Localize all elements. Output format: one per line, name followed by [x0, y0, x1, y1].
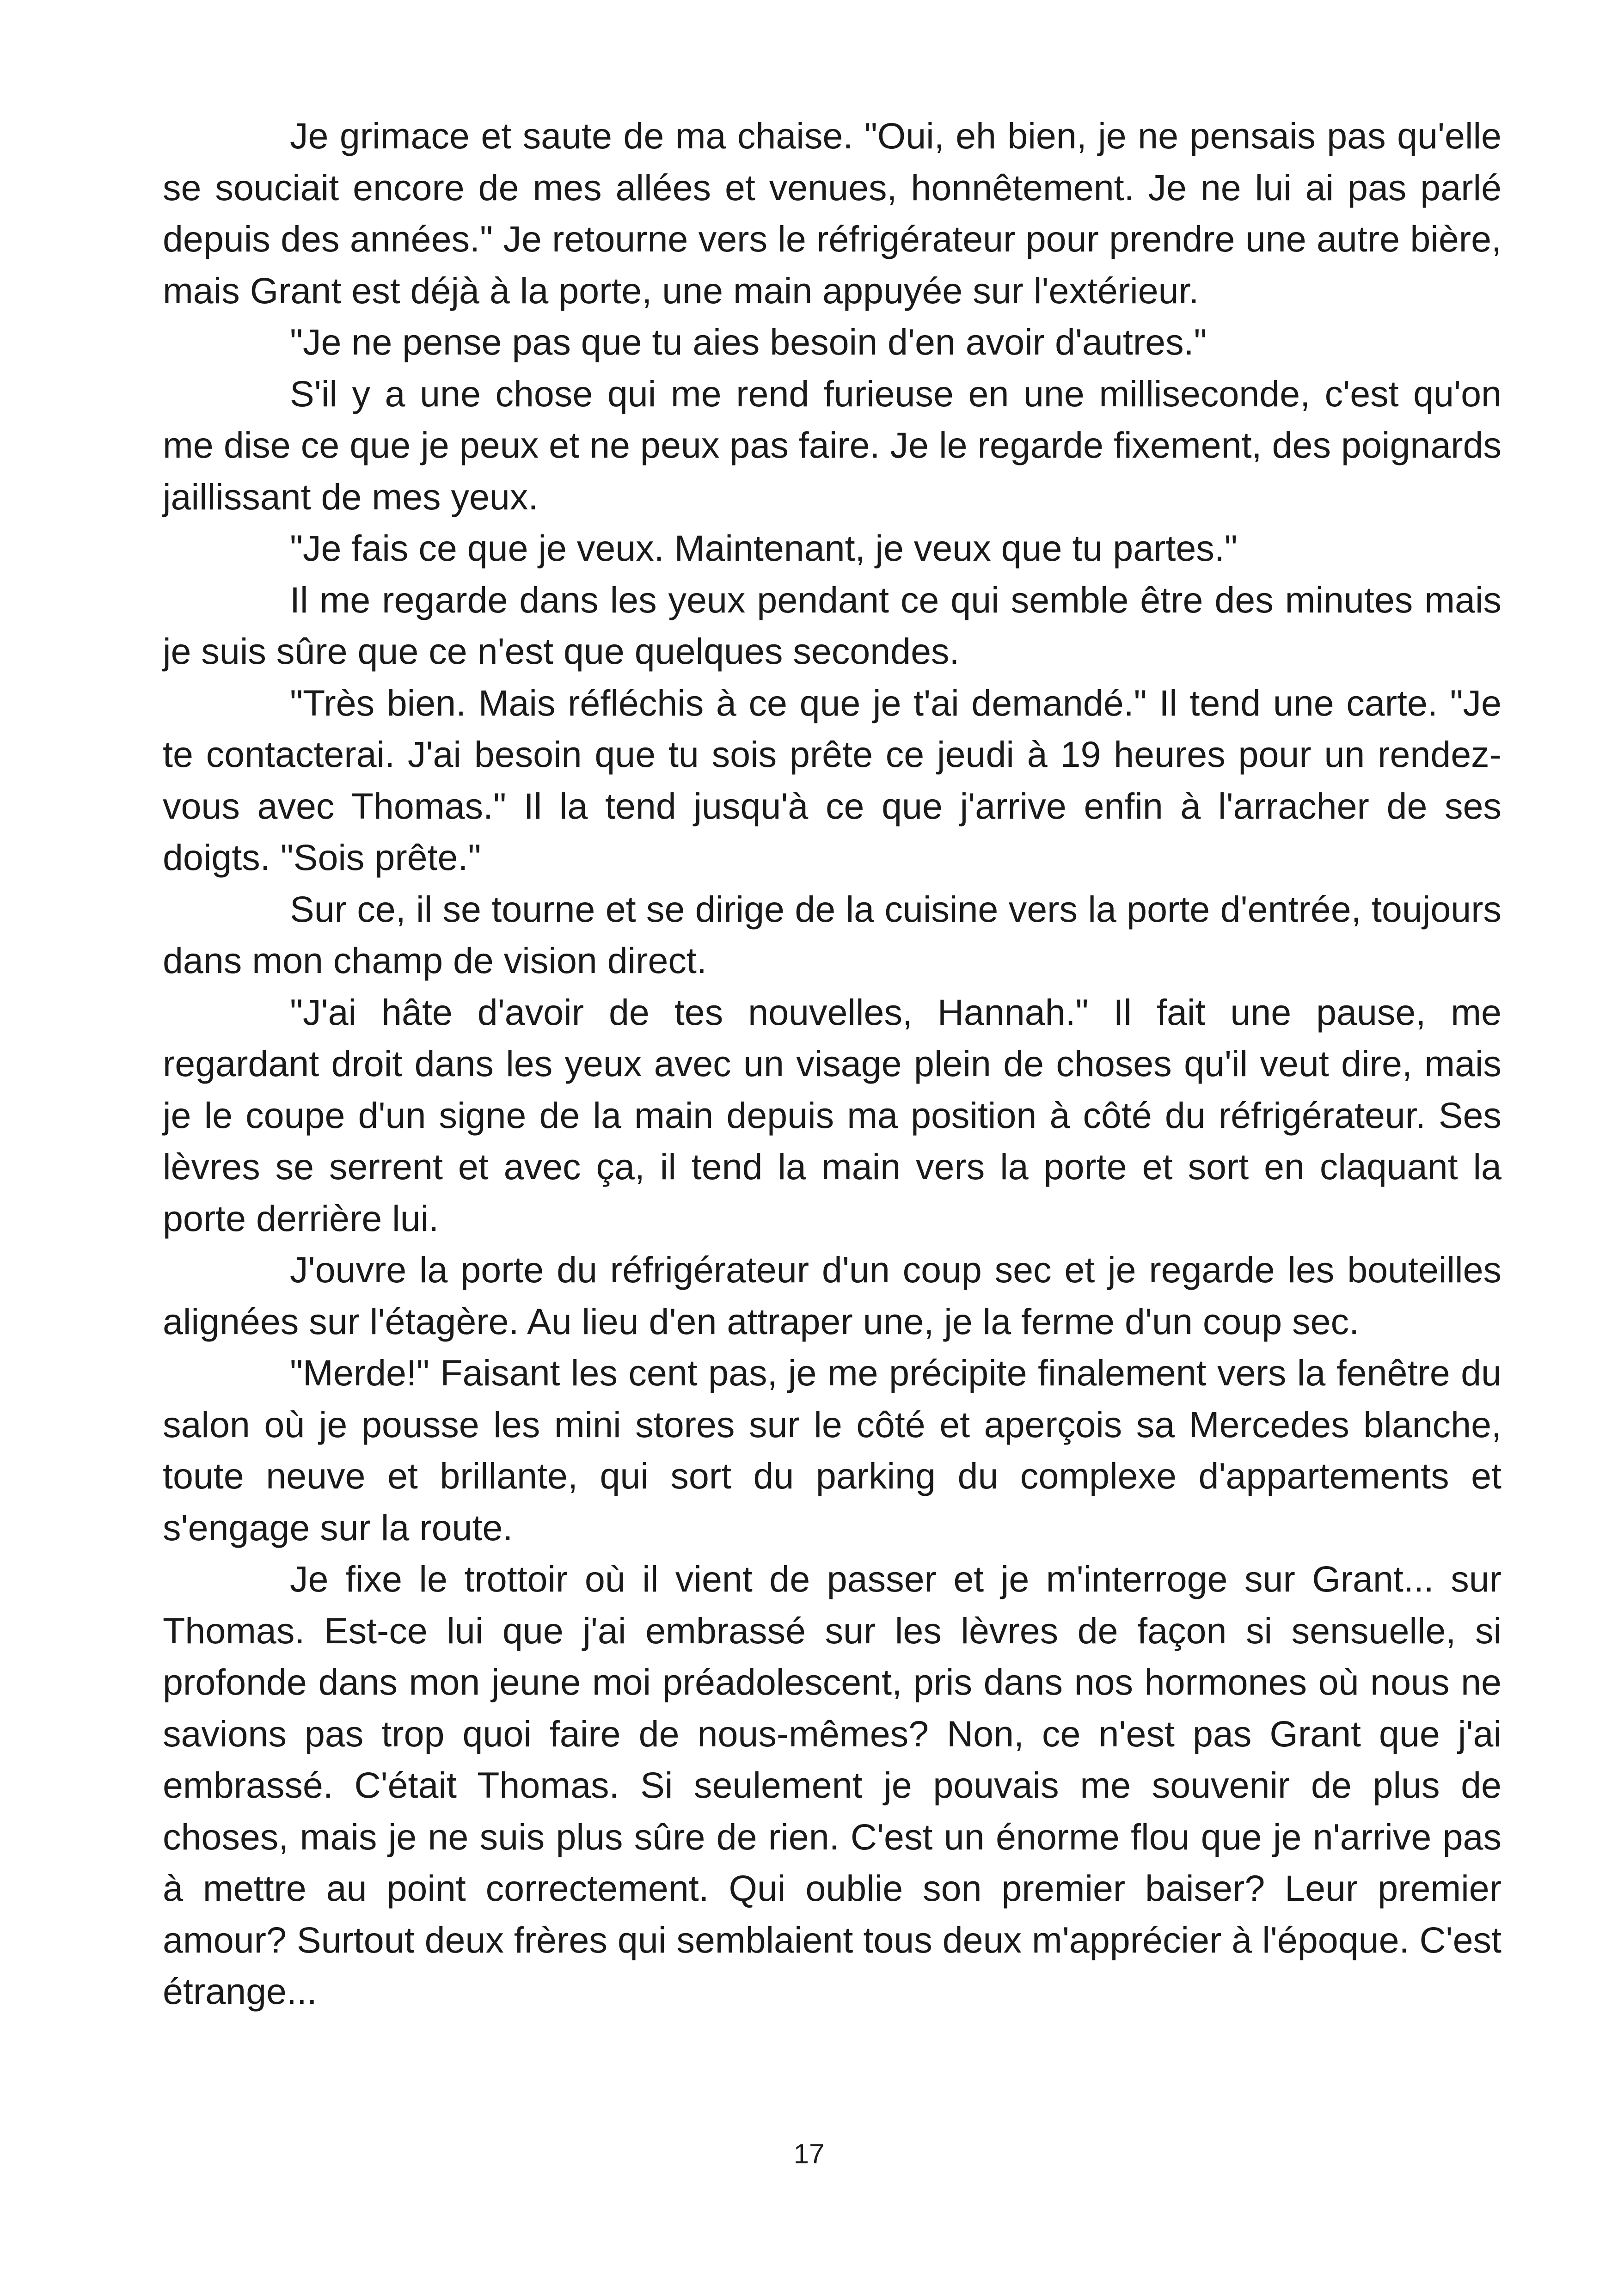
paragraph: J'ouvre la porte du réfrigérateur d'un coup sec et je regarde les bouteilles alignées sur l'étagère. Au lieu d'en attraper une, je la ferme d'un coup sec.	[163, 1249, 1502, 1342]
paragraph: Il me regarde dans les yeux pendant ce qui semble être des minutes mais je suis sûre que ce n'est que quelques secondes.	[163, 579, 1502, 672]
paragraph: "Merde!" Faisant les cent pas, je me précipite finalement vers la fenêtre du salon où je pousse les mini stores sur le côté et aperçois sa Mercedes blanche, toute neuve et brillante, qui sort du parking du complexe d'appartements et s'engage sur la route.	[163, 1352, 1502, 1548]
paragraph: Je fixe le trottoir où il vient de passer et je m'interroge sur Grant... sur Thomas. Est-ce lui que j'ai embrassé sur les lèvres de façon si sensuelle, si profonde dans mon jeune moi préadolescent, pris dans nos hormones où nous ne savions pas trop quoi faire de nous-mêmes? Non, ce n'est pas Grant que j'ai embrassé. C'était Thomas. Si seulement je pouvais me souvenir de plus de choses, mais je ne suis plus sûre de rien. C'est un énorme flou que je n'arrive pas à mettre au point correctement. Qui oublie son premier baiser? Leur premier amour? Surtout deux frères qui semblaient tous deux m'apprécier à l'époque. C'est étrange...	[163, 1558, 1502, 2012]
paragraph: "J'ai hâte d'avoir de tes nouvelles, Hannah." Il fait une pause, me regardant droit dans les yeux avec un visage plein de choses qu'il veut dire, mais je le coupe d'un signe de la main depuis ma position à côté du réfrigérateur. Ses lèvres se serrent et avec ça, il tend la main vers la porte et sort en claquant la porte derrière lui.	[163, 991, 1502, 1239]
paragraph: "Je fais ce que je veux. Maintenant, je veux que tu partes."	[290, 527, 1238, 569]
paragraph: "Je ne pense pas que tu aies besoin d'en avoir d'autres."	[290, 321, 1207, 362]
paragraph: "Très bien. Mais réfléchis à ce que je t'ai demandé." Il tend une carte. "Je te contacterai. J'ai besoin que tu sois prête ce jeudi à 19 heures pour un rendez-vous avec Thomas." Il la tend jusqu'à ce que j'arrive enfin à l'arracher de ses doigts. "Sois prête."	[163, 682, 1502, 878]
paragraph: Je grimace et saute de ma chaise. "Oui, eh bien, je ne pensais pas qu'elle se souciait encore de mes allées et venues, honnêtement. Je ne lui ai pas parlé depuis des années." Je retourne vers le réfrigérateur pour prendre une autre bière, mais Grant est déjà à la porte, une main appuyée sur l'extérieur.	[163, 115, 1502, 311]
body-text	[163, 110, 1502, 2017]
paragraph: S'il y a une chose qui me rend furieuse en une milliseconde, c'est qu'on me dise ce que je peux et ne peux pas faire. Je le regarde fixement, des poignards jaillissant de mes yeux.	[163, 373, 1502, 517]
paragraph: Sur ce, il se tourne et se dirige de la cuisine vers la porte d'entrée, toujours dans mon champ de vision direct.	[163, 888, 1502, 981]
page-number: 17	[793, 2138, 825, 2169]
